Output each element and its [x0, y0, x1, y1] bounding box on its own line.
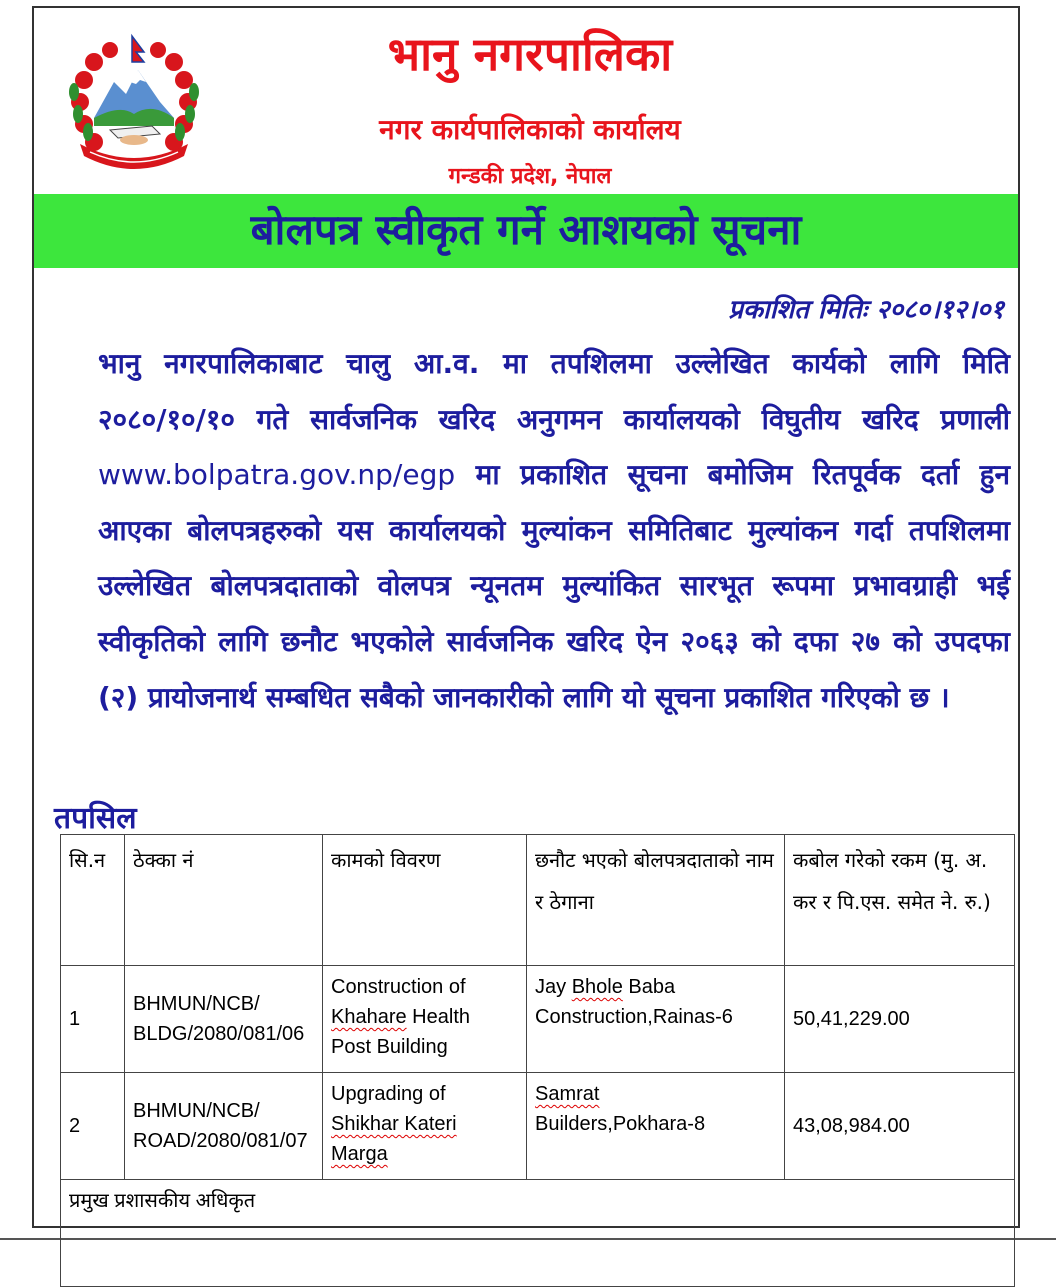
bidder-word: Samrat — [535, 1083, 600, 1105]
work-line-word: Health — [406, 1006, 470, 1028]
work-line-word: Khahare — [331, 1006, 407, 1028]
signature-row — [61, 1180, 1015, 1287]
cell-work — [323, 1073, 527, 1180]
bidder-word: Baba — [622, 976, 676, 998]
schedule-title: तपसिल — [54, 801, 137, 836]
work-line — [331, 1109, 518, 1139]
notice-body-part2: मा प्रकाशित सूचना बमोजिम रितपूर्वक दर्ता हुन आएका बोलपत्रहरुको यस कार्यालयको मुल्यांकन समितिबाट मुल्यांकन गर्दा तपशिलमा उल्लेखित बोलपत्रदाताको वोलपत्र न्यूनतम मुल्यांकित सारभूत रूपमा प्रभावग्राही भई स्वीकृतिको लागि छनौट भएकोले सार्वजनिक खरिद ऐन २०६३ को दफा २७ को उपदफा (२) प्रायोजनार्थ सम्बधित सबैको जानकारीको लागि यो सूचना प्रकाशित गरिएको छ । — [98, 458, 1011, 714]
nepal-emblem-icon — [60, 32, 208, 172]
cell-sn: 2 — [61, 1073, 125, 1180]
cell-bidder — [527, 1073, 785, 1180]
contract-line: ROAD/2080/081/07 — [133, 1130, 308, 1152]
col-header-bidder: छनौट भएको बोलपत्रदाताको नाम र ठेगाना — [527, 835, 785, 966]
cell-work — [323, 966, 527, 1073]
cell-bidder — [527, 966, 785, 1073]
bidder-word: Bhole — [571, 976, 623, 998]
egp-url-link[interactable]: www.bolpatra.gov.np/egp — [98, 458, 456, 492]
bidder-line — [535, 1079, 776, 1109]
work-line: Post Building — [331, 1036, 448, 1058]
cell-amount: 50,41,229.00 — [785, 966, 1015, 1073]
col-header-contract: ठेक्का नं — [125, 835, 323, 966]
cell-sn: 1 — [61, 966, 125, 1073]
publish-date: प्रकाशित मितिः २०८०।१२।०१ — [728, 295, 1004, 325]
bidder-line: Builders,Pokhara-8 — [535, 1113, 706, 1135]
notice-body-part1: भानु नगरपालिकाबाट चालु आ.व. मा तपशिलमा उल्लेखित कार्यको लागि मिति २०८०/१०/१० गते सार्वजनिक खरिद अनुगमन कार्यालयको विघुतीय खरिद प्रणाली — [98, 347, 1010, 436]
cell-amount: 43,08,984.00 — [785, 1073, 1015, 1180]
notice-banner — [34, 194, 1018, 268]
work-line: Construction of — [331, 976, 466, 998]
work-line — [331, 1002, 518, 1032]
cell-contract — [125, 1073, 323, 1180]
schedule-table — [60, 834, 1015, 1287]
work-line-word: Shikhar Kateri — [331, 1113, 457, 1135]
cell-contract — [125, 966, 323, 1073]
work-line — [331, 1139, 518, 1169]
bidder-line: Construction,Rainas-6 — [535, 1006, 733, 1028]
table-header-row — [61, 835, 1015, 966]
office-name: भानु नगरपालिका — [387, 27, 673, 81]
bidder-word: Jay — [535, 976, 572, 998]
signature-label: प्रमुख प्रशासकीय अधिकृत — [61, 1180, 1015, 1287]
contract-line: BHMUN/NCB/ — [133, 1100, 260, 1122]
table-row — [61, 1073, 1015, 1180]
notice-body — [98, 336, 1010, 725]
bidder-line — [535, 972, 776, 1002]
notice-title: बोलपत्र स्वीकृत गर्ने आशयको सूचना — [250, 205, 802, 254]
table-row — [61, 966, 1015, 1073]
contract-line: BHMUN/NCB/ — [133, 993, 260, 1015]
work-line: Upgrading of — [331, 1083, 446, 1105]
office-location: गन्डकी प्रदेश, नेपाल — [448, 164, 612, 189]
col-header-sn: सि.न — [61, 835, 125, 966]
col-header-amount: कबोल गरेको रकम (मु. अ. कर र पि.एस. समेत ने. रु.) — [785, 835, 1015, 966]
work-line-word: Marga — [331, 1143, 388, 1165]
office-subtitle: नगर कार्यपालिकाको कार्यालय — [379, 113, 681, 146]
col-header-work: कामको विवरण — [323, 835, 527, 966]
contract-line: BLDG/2080/081/06 — [133, 1023, 305, 1045]
